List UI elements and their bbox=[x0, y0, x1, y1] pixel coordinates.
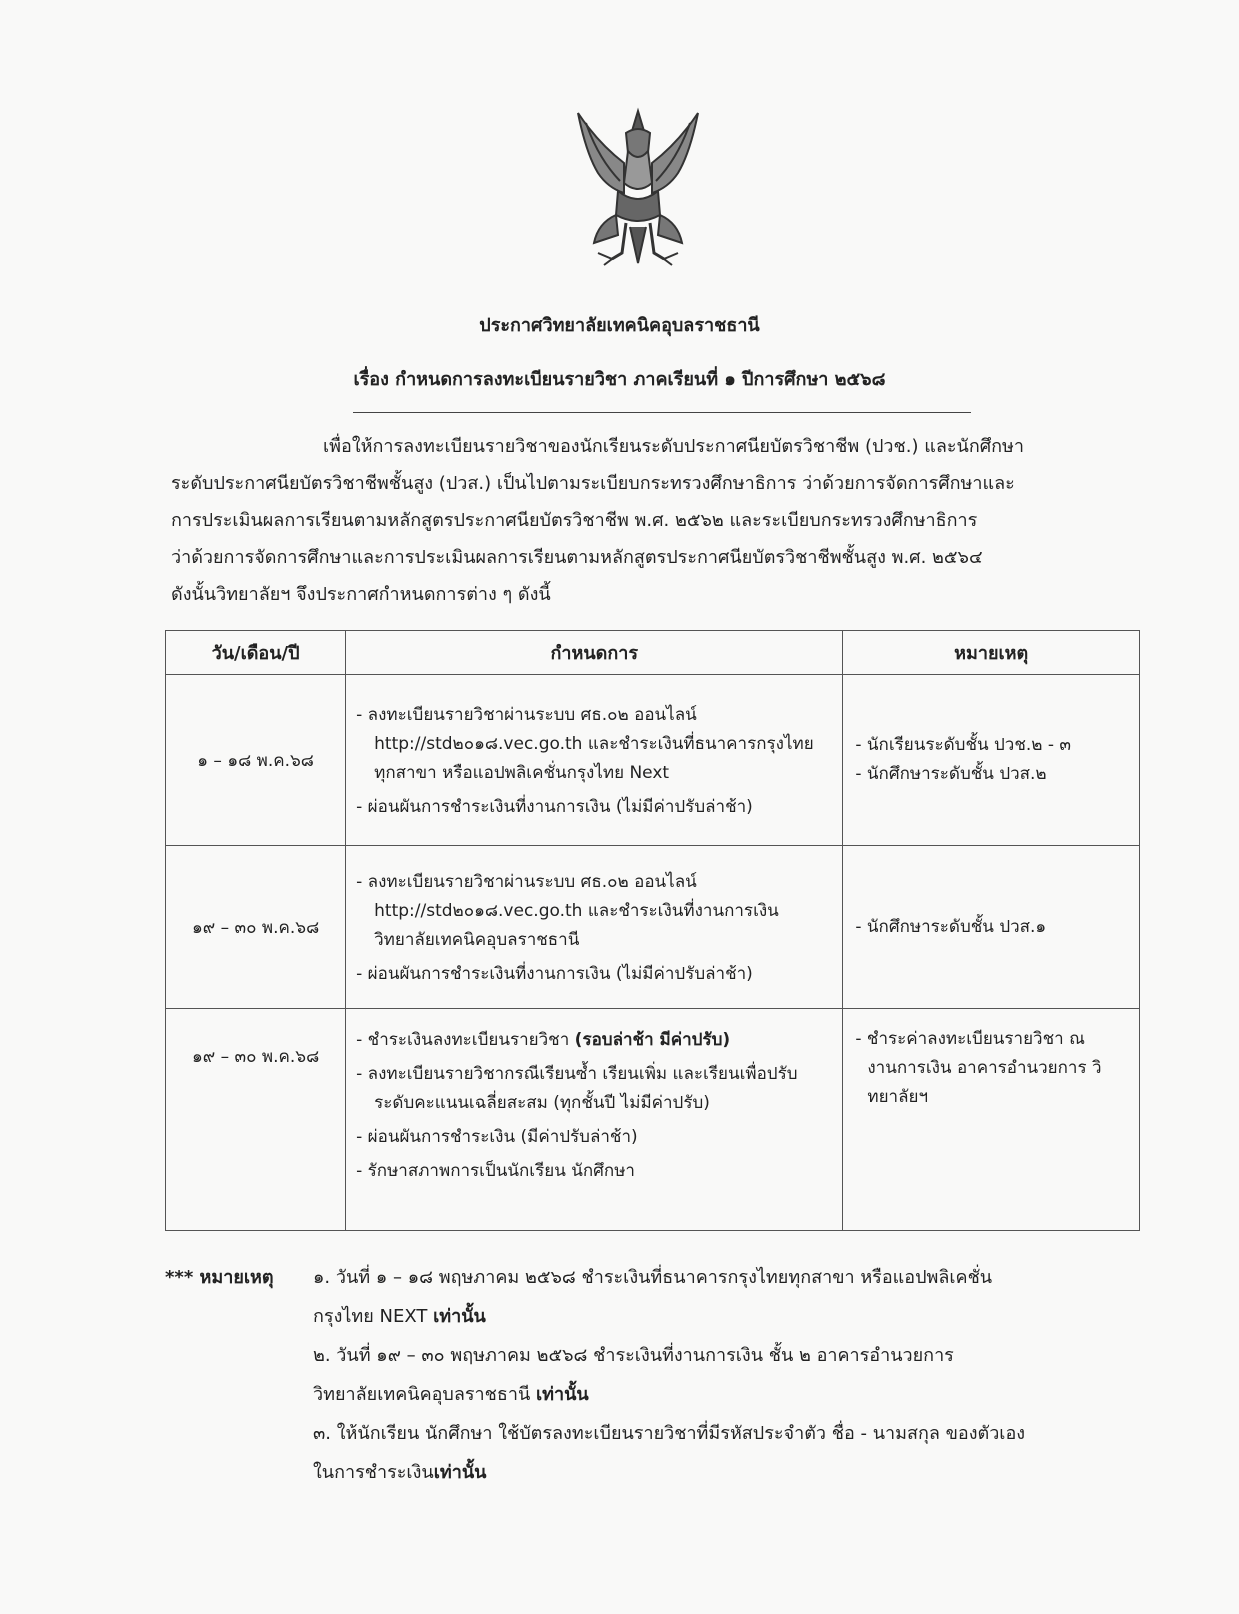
schedule-item: - ลงทะเบียนรายวิชาผ่านระบบ ศธ.๐๒ ออนไลน์ http://std๒๐๑๘.vec.go.th และชำระเงินที่งานการเงิน วิทยาลัยเทคนิคอุบลราชธานี bbox=[356, 871, 779, 950]
note-item: - นักเรียนระดับชั้น ปวช.๒ - ๓ bbox=[855, 735, 1072, 755]
header-date: วัน/เดือน/ปี bbox=[166, 631, 346, 675]
late-fee-label: (รอบล่าช้า มีค่าปรับ) bbox=[574, 1030, 731, 1050]
schedule-item: - ลงทะเบียนรายวิชาผ่านระบบ ศธ.๐๒ ออนไลน์ http://std๒๐๑๘.vec.go.th และชำระเงินที่ธนาคารกรุงไทยทุกสาขา หรือแอปพลิเคชั่นกรุงไทย Next bbox=[356, 704, 814, 783]
title-divider bbox=[353, 412, 971, 413]
remark-line bbox=[313, 1375, 1143, 1414]
remark-line bbox=[313, 1297, 1143, 1336]
schedule-table bbox=[165, 630, 1140, 1231]
remark-text: ในการชำระเงิน bbox=[313, 1462, 434, 1483]
garuda-emblem-icon bbox=[568, 103, 708, 273]
announcement-subject: เรื่อง กำหนดการลงทะเบียนรายวิชา ภาคเรียนที่ ๑ ปีการศึกษา ๒๕๖๘ bbox=[353, 369, 886, 390]
note-item: - นักศึกษาระดับชั้น ปวส.๑ bbox=[855, 916, 1047, 937]
remark-line: ๒. วันที่ ๑๙ – ๓๐ พฤษภาคม ๒๕๖๘ ชำระเงินที่งานการเงิน ชั้น ๒ อาคารอำนวยการ bbox=[313, 1345, 954, 1366]
row-date: ๑ – ๑๘ พ.ค.๖๘ bbox=[166, 675, 346, 846]
row-date: ๑๙ – ๓๐ พ.ค.๖๘ bbox=[166, 1009, 346, 1231]
row-notes bbox=[843, 846, 1140, 1009]
row-items bbox=[346, 675, 843, 846]
table-header-row bbox=[166, 631, 1140, 675]
remarks-list bbox=[313, 1258, 1143, 1492]
announcement-title: ประกาศวิทยาลัยเทคนิคอุบลราชธานี bbox=[479, 315, 760, 336]
remark-line: ๓. ให้นักเรียน นักศึกษา ใช้บัตรลงทะเบียนรายวิชาที่มีรหัสประจำตัว ชื่อ - นามสกุล ของตัวเอง bbox=[313, 1423, 1026, 1444]
table-row bbox=[166, 846, 1140, 1009]
table-row bbox=[166, 1009, 1140, 1231]
row-items bbox=[346, 1009, 843, 1231]
remarks-label: *** หมายเหตุ bbox=[165, 1267, 274, 1288]
intro-line: เพื่อให้การลงทะเบียนรายวิชาของนักเรียนระดับประกาศนียบัตรวิชาชีพ (ปวช.) และนักศึกษา bbox=[323, 436, 1025, 457]
schedule-item: - ผ่อนผันการชำระเงินที่งานการเงิน (ไม่มีค่าปรับล่าช้า) bbox=[356, 963, 753, 984]
remark-emphasis: เท่านั้น bbox=[536, 1384, 589, 1405]
remark-line bbox=[313, 1453, 1143, 1492]
header-remark: หมายเหตุ bbox=[843, 631, 1140, 675]
schedule-item: - ลงทะเบียนรายวิชากรณีเรียนซ้ำ เรียนเพิ่ม และเรียนเพื่อปรับระดับคะแนนเฉลี่ยสะสม (ทุกชั้นปี ไม่มีค่าปรับ) bbox=[356, 1064, 798, 1113]
header-schedule: กำหนดการ bbox=[346, 631, 843, 675]
intro-paragraph bbox=[171, 428, 1146, 613]
schedule-item: - ผ่อนผันการชำระเงินที่งานการเงิน (ไม่มีค่าปรับล่าช้า) bbox=[356, 796, 753, 817]
row-items bbox=[346, 846, 843, 1009]
remark-emphasis: เท่านั้น bbox=[433, 1462, 487, 1483]
remark-line: ๑. วันที่ ๑ – ๑๘ พฤษภาคม ๒๕๖๘ ชำระเงินที่ธนาคารกรุงไทยทุกสาขา หรือแอปพลิเคชั่น bbox=[313, 1267, 993, 1288]
note-item: - นักศึกษาระดับชั้น ปวส.๒ bbox=[855, 764, 1047, 784]
row-date: ๑๙ – ๓๐ พ.ค.๖๘ bbox=[166, 846, 346, 1009]
intro-line: ว่าด้วยการจัดการศึกษาและการประเมินผลการเรียนตามหลักสูตรประกาศนียบัตรวิชาชีพชั้นสูง พ.ศ. ๒๕๖๔ bbox=[171, 547, 983, 568]
table-row bbox=[166, 675, 1140, 846]
remark-text: กรุงไทย NEXT bbox=[313, 1306, 434, 1327]
intro-line: ดังนั้นวิทยาลัยฯ จึงประกาศกำหนดการต่าง ๆ ดังนี้ bbox=[171, 584, 551, 605]
schedule-item: - ผ่อนผันการชำระเงิน (มีค่าปรับล่าช้า) bbox=[356, 1127, 638, 1147]
remark-text: วิทยาลัยเทคนิคอุบลราชธานี bbox=[313, 1384, 536, 1405]
intro-line: ระดับประกาศนียบัตรวิชาชีพชั้นสูง (ปวส.) เป็นไปตามระเบียบกระทรวงศึกษาธิการ ว่าด้วยการจัดการศึกษาและ bbox=[171, 473, 1015, 494]
row-notes bbox=[843, 675, 1140, 846]
remark-emphasis: เท่านั้น bbox=[433, 1306, 486, 1327]
note-item: - ชำระค่าลงทะเบียนรายวิชา ณ งานการเงิน อาคารอำนวยการ วิทยาลัยฯ bbox=[855, 1029, 1102, 1107]
schedule-item bbox=[356, 1026, 832, 1055]
row-notes bbox=[843, 1009, 1140, 1231]
item-text: - ชำระเงินลงทะเบียนรายวิชา bbox=[356, 1030, 575, 1050]
intro-line: การประเมินผลการเรียนตามหลักสูตรประกาศนียบัตรวิชาชีพ พ.ศ. ๒๕๖๒ และระเบียบกระทรวงศึกษาธิการ bbox=[171, 510, 978, 531]
schedule-item: - รักษาสภาพการเป็นนักเรียน นักศึกษา bbox=[356, 1161, 635, 1181]
